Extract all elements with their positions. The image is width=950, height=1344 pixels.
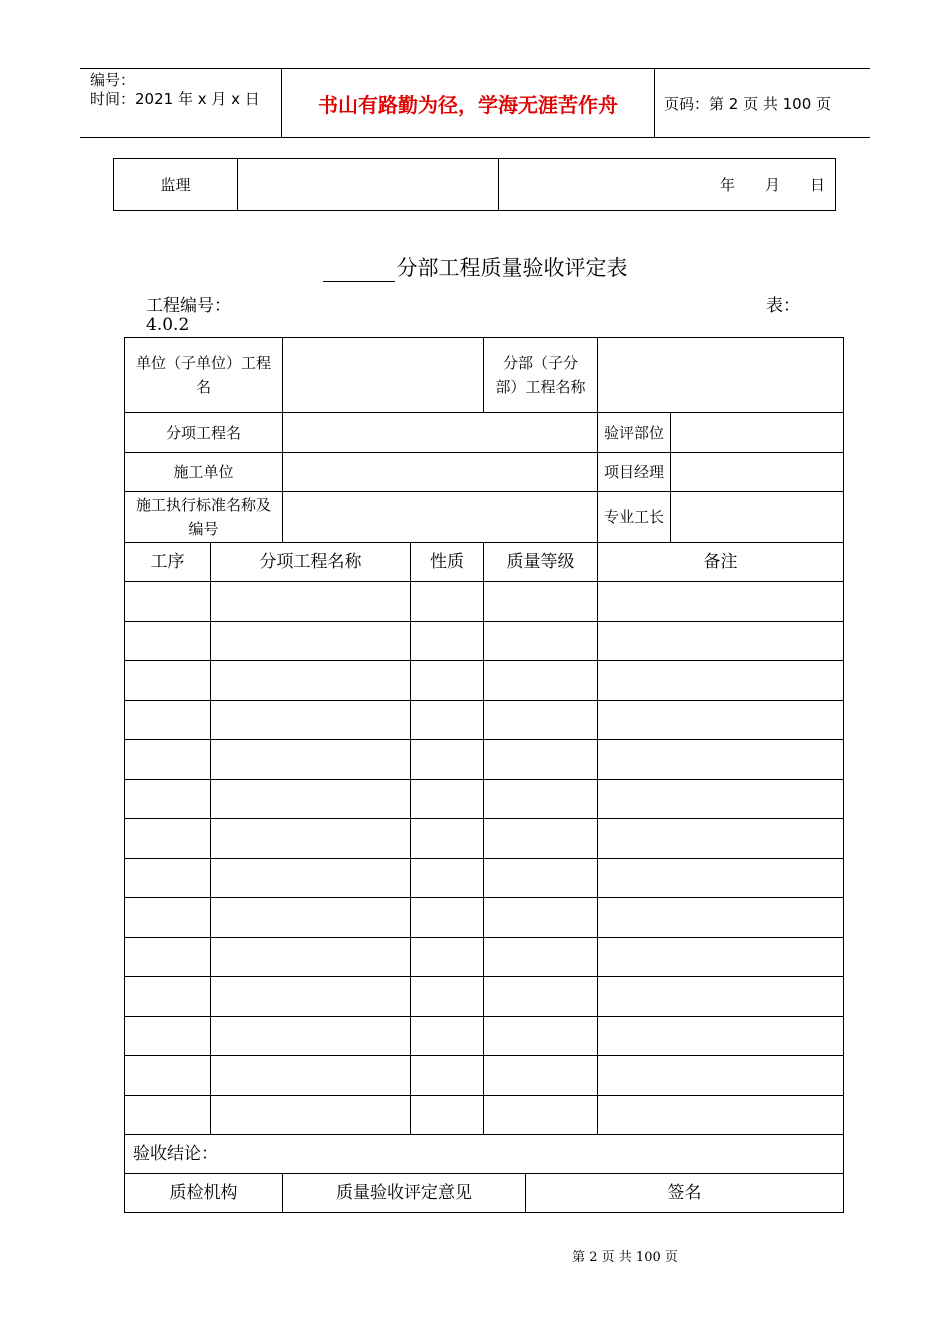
- table-row: [125, 898, 844, 938]
- table-no: 4.0.2: [146, 315, 190, 335]
- cell-remark: [598, 779, 844, 819]
- cell-nature: [411, 819, 484, 859]
- item-label: 分项工程名: [125, 413, 283, 453]
- cell-grade: [484, 937, 598, 977]
- eval-part-label: 验评部位: [598, 413, 671, 453]
- conclusion-label: 验收结论：: [125, 1135, 844, 1174]
- cell-nature: [411, 898, 484, 938]
- cell-process: [125, 1056, 211, 1096]
- table-row: [125, 621, 844, 661]
- cell-process: [125, 779, 211, 819]
- table-row: [125, 582, 844, 622]
- cell-grade: [484, 779, 598, 819]
- cell-remark: [598, 1095, 844, 1135]
- inspection-agency: 质检机构: [125, 1174, 283, 1213]
- cell-process: [125, 621, 211, 661]
- cell-remark: [598, 700, 844, 740]
- col-remark: 备注: [598, 543, 844, 582]
- table-row: [125, 977, 844, 1017]
- cell-grade: [484, 1016, 598, 1056]
- cell-item-name: [211, 977, 411, 1017]
- cell-item-name: [211, 700, 411, 740]
- cell-nature: [411, 621, 484, 661]
- cell-nature: [411, 937, 484, 977]
- footer-page: 第 2 页 共 100 页: [572, 1250, 678, 1265]
- col-grade: 质量等级: [484, 543, 598, 582]
- item-value: [283, 413, 598, 453]
- cell-nature: [411, 779, 484, 819]
- cell-remark: [598, 661, 844, 701]
- cell-item-name: [211, 1056, 411, 1096]
- cell-item-name: [211, 819, 411, 859]
- project-no-label: 工程编号：: [146, 296, 231, 316]
- evaluation-table: [124, 337, 844, 1213]
- cell-remark: [598, 740, 844, 780]
- time-label: 时间：2021 年 x 月 x 日: [90, 90, 260, 108]
- table-row: [125, 779, 844, 819]
- table-row: [125, 661, 844, 701]
- cell-item-name: [211, 661, 411, 701]
- unit-value: [283, 338, 484, 413]
- cell-remark: [598, 621, 844, 661]
- cell-process: [125, 858, 211, 898]
- cell-process: [125, 937, 211, 977]
- table-row: [125, 1056, 844, 1096]
- cell-grade: [484, 1095, 598, 1135]
- cell-grade: [484, 898, 598, 938]
- cell-item-name: [211, 621, 411, 661]
- cell-remark: [598, 977, 844, 1017]
- cell-grade: [484, 1056, 598, 1096]
- pm-value: [671, 453, 844, 492]
- table-row: [125, 937, 844, 977]
- motto: 书山有路勤为径，学海无涯苦作舟: [281, 69, 655, 137]
- cell-nature: [411, 740, 484, 780]
- cell-item-name: [211, 582, 411, 622]
- cell-process: [125, 740, 211, 780]
- foreman-value: [671, 492, 844, 543]
- cell-nature: [411, 1056, 484, 1096]
- cell-process: [125, 661, 211, 701]
- cell-item-name: [211, 858, 411, 898]
- cell-grade: [484, 621, 598, 661]
- cell-process: [125, 898, 211, 938]
- table-row: [125, 740, 844, 780]
- unit-label: 单位（子单位）工程名: [125, 338, 283, 413]
- cell-item-name: [211, 740, 411, 780]
- cell-grade: [484, 740, 598, 780]
- supervision-cell: [238, 159, 499, 211]
- data-rows: [125, 582, 844, 1135]
- supervision-table: [113, 158, 836, 211]
- cell-grade: [484, 700, 598, 740]
- table-row: [125, 819, 844, 859]
- cell-process: [125, 819, 211, 859]
- eval-part-value: [671, 413, 844, 453]
- col-nature: 性质: [411, 543, 484, 582]
- cell-item-name: [211, 898, 411, 938]
- pm-label: 项目经理: [598, 453, 671, 492]
- cell-remark: [598, 582, 844, 622]
- cell-nature: [411, 1095, 484, 1135]
- cell-remark: [598, 1056, 844, 1096]
- cell-item-name: [211, 1095, 411, 1135]
- cell-grade: [484, 977, 598, 1017]
- construct-unit-label: 施工单位: [125, 453, 283, 492]
- cell-item-name: [211, 937, 411, 977]
- signature: 签名: [526, 1174, 844, 1213]
- cell-remark: [598, 937, 844, 977]
- cell-nature: [411, 977, 484, 1017]
- cell-grade: [484, 819, 598, 859]
- cell-nature: [411, 1016, 484, 1056]
- header-left: [80, 69, 290, 139]
- cell-item-name: [211, 779, 411, 819]
- cell-item-name: [211, 1016, 411, 1056]
- cell-remark: [598, 858, 844, 898]
- evaluation-opinion: 质量验收评定意见: [283, 1174, 526, 1213]
- cell-nature: [411, 700, 484, 740]
- sub-label: 分部（子分部）工程名称: [484, 338, 598, 413]
- table-row: [125, 700, 844, 740]
- col-process: 工序: [125, 543, 211, 582]
- page-header: [80, 68, 870, 138]
- title-text: 分部工程质量验收评定表: [396, 256, 628, 280]
- page-info: 页码：第 2 页 共 100 页: [664, 94, 832, 113]
- col-item-name: 分项工程名称: [211, 543, 411, 582]
- cell-nature: [411, 661, 484, 701]
- cell-nature: [411, 582, 484, 622]
- supervision-date: 年 月 日: [499, 159, 836, 211]
- cell-process: [125, 977, 211, 1017]
- page-title: [0, 252, 950, 282]
- cell-process: [125, 1016, 211, 1056]
- title-blank: [323, 259, 395, 282]
- supervision-label: 监理: [114, 159, 238, 211]
- standard-label: 施工执行标准名称及编号: [125, 492, 283, 543]
- cell-process: [125, 700, 211, 740]
- sub-value: [598, 338, 844, 413]
- construct-unit-value: [283, 453, 598, 492]
- cell-remark: [598, 1016, 844, 1056]
- page-footer: [0, 1246, 950, 1265]
- cell-grade: [484, 858, 598, 898]
- cell-grade: [484, 661, 598, 701]
- standard-value: [283, 492, 598, 543]
- table-label: 表：: [766, 296, 800, 316]
- table-row: [125, 1016, 844, 1056]
- cell-remark: [598, 898, 844, 938]
- cell-process: [125, 1095, 211, 1135]
- cell-nature: [411, 858, 484, 898]
- cell-process: [125, 582, 211, 622]
- code-label: 编号：: [90, 71, 136, 89]
- column-header-row: [125, 543, 844, 582]
- table-row: [125, 858, 844, 898]
- foreman-label: 专业工长: [598, 492, 671, 543]
- table-row: [125, 1095, 844, 1135]
- cell-grade: [484, 582, 598, 622]
- cell-remark: [598, 819, 844, 859]
